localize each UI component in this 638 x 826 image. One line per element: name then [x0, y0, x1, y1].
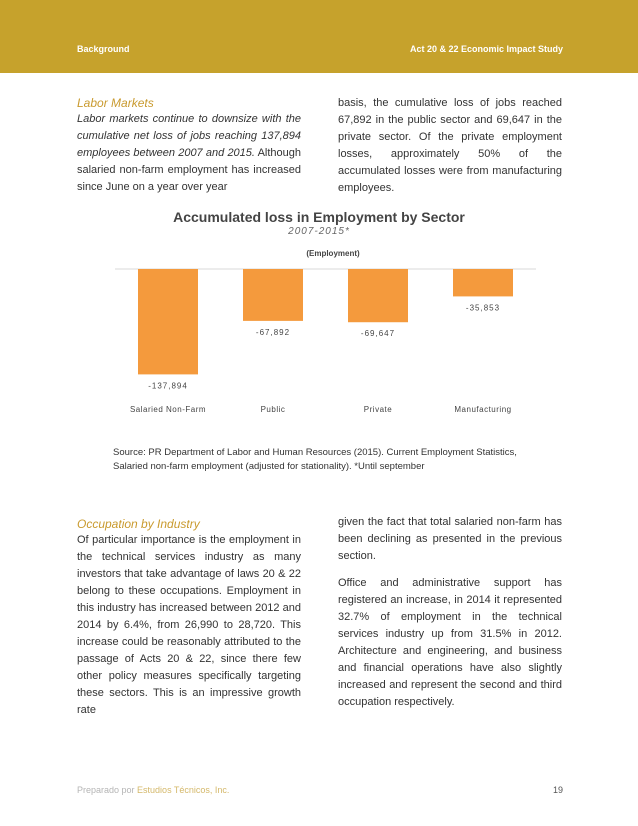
category-label: Private	[363, 405, 393, 414]
footer-credit	[77, 785, 229, 795]
footer-brand: Estudios Técnicos, Inc.	[137, 785, 230, 795]
occupation-text: Of particular importance is the employment in the technical services industry as many investors that take advantage of laws 20 & 22 belong to these occupations. Employment in this industry has increased between 2012 and 2014 by 6.4%, from 26,990 to 28,720. This increase could be reasonably attributed to the passage of Acts 20 & 22, since there few other policy measures specifically targeting these sectors. This is an impressive growth rate	[77, 534, 301, 716]
chart-axis-label: (Employment)	[306, 249, 360, 258]
bar-value-label: -35,853	[465, 303, 501, 313]
page-number: 19	[552, 785, 563, 795]
labor-markets-heading: Labor Markets	[77, 96, 154, 110]
header-document-title: Act 20 & 22 Economic Impact Study	[409, 44, 563, 54]
chart-title: Accumulated loss in Employment by Sector	[173, 209, 465, 225]
occupation-office-support-text: Office and administrative support has registered an increase, in 2014 it represented 32.7% of employment in the technical services industry up from 31.5% in 2012. Architecture and engineering, and business and financial operations have also slightly increased and represent the second and third occupation respectively.	[338, 577, 562, 708]
labor-markets-intro: Labor markets continue to downsize with the cumulative net loss of jobs reaching 137,894 employees between 2007 and 2015.	[77, 113, 301, 159]
bar-private	[348, 269, 408, 322]
header-section-label: Background	[77, 44, 130, 54]
chart-subtitle: 2007-2015*	[288, 226, 350, 237]
category-label: Manufacturing	[454, 405, 512, 414]
bar-value-label: -69,647	[360, 329, 396, 339]
chart-source-note: Source: PR Department of Labor and Human Resources (2015). Current Employment Statistics, Salaried non-farm employment (adjusted for stationality). *Until september	[113, 447, 517, 472]
bar-salaried-non-farm	[138, 269, 198, 374]
bar-public	[243, 269, 303, 321]
bar-manufacturing	[453, 269, 513, 296]
category-label: Public	[260, 405, 286, 414]
labor-markets-text: Although salaried non-farm employment has increased since June on a year over year	[77, 147, 302, 193]
bar-value-label: -67,892	[255, 327, 291, 337]
footer-prefix: Preparado por	[77, 785, 138, 795]
category-label: Salaried Non-Farm	[129, 405, 207, 414]
occupation-right-column	[338, 514, 562, 711]
bar-value-label: -137,894	[148, 381, 188, 391]
occupation-heading: Occupation by Industry	[77, 517, 200, 531]
occupation-continued-text: given the fact that total salaried non-farm has been declining as presented in the previous section.	[338, 516, 562, 562]
occupation-left-column	[77, 517, 301, 719]
labor-markets-continued-text: basis, the cumulative loss of jobs reached 67,892 in the public sector and 69,647 in the private sector. Of the private employment losses, approximately 50% of the accumulated losses were from manufacturing employees.	[338, 97, 562, 194]
